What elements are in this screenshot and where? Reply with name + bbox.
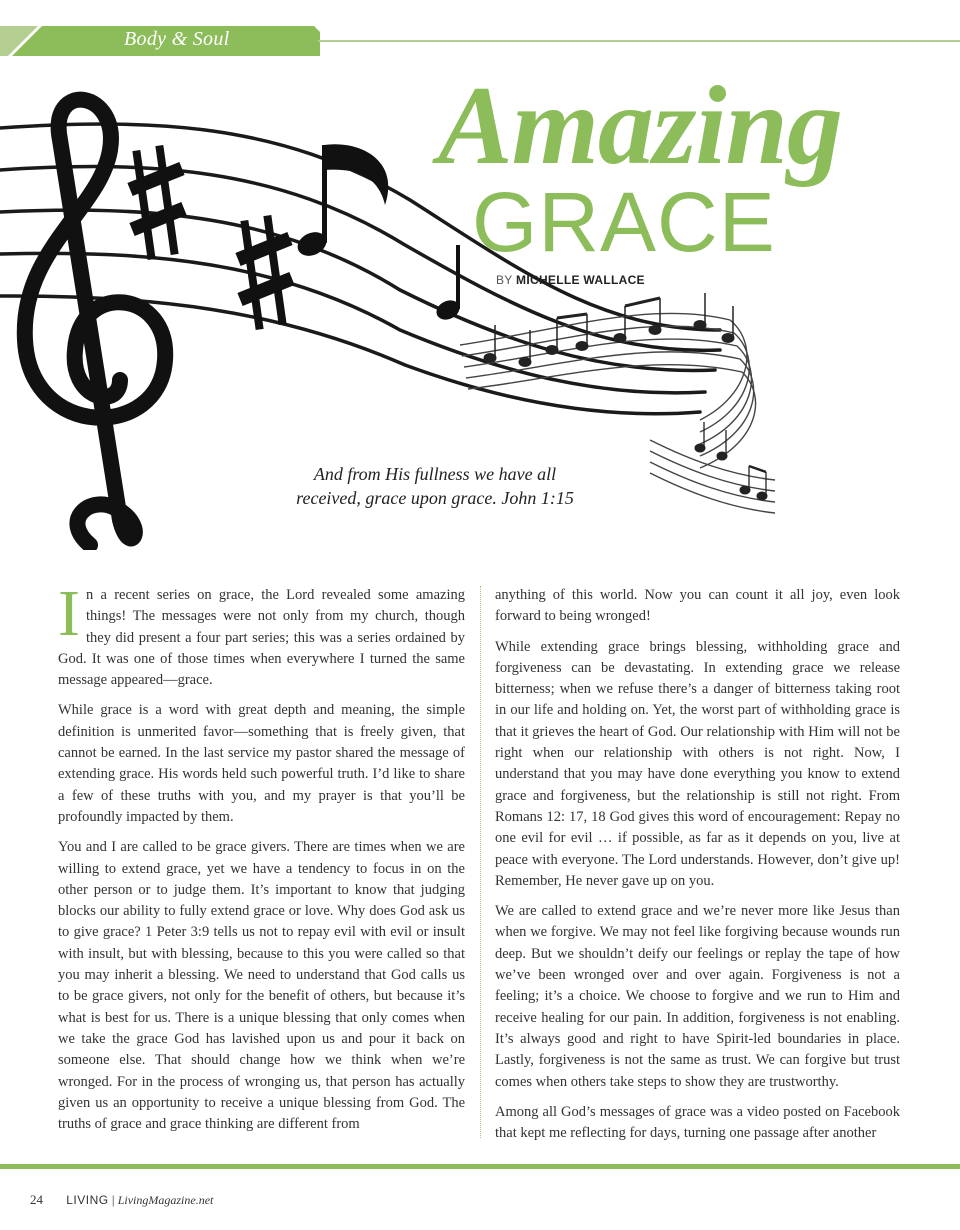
author-name: MICHELLE WALLACE: [516, 273, 645, 287]
article-column-left: [58, 577, 465, 1144]
footer-rule: [0, 1164, 960, 1169]
paragraph: [58, 577, 465, 691]
paragraph-text: n a recent series on grace, the Lord revealed some amazing things! The messages were not only from my church, though they did present a four part series; this was a series ordained by God. It was one of those times when everywhere I turned the same message appeared—grace.: [58, 587, 465, 689]
byline: [496, 273, 645, 287]
quote-line-2: received, grace upon grace. John 1:15: [296, 488, 574, 508]
footer-separator: |: [111, 1192, 115, 1207]
column-divider: [480, 586, 481, 1138]
byline-prefix: BY: [496, 273, 513, 287]
quote-line-1: And from His fullness we have all: [313, 464, 557, 484]
paragraph: anything of this world. Now you can count it all joy, even look forward to being wronged!: [495, 587, 900, 625]
magazine-brand: LIVING: [66, 1193, 109, 1207]
paragraph: While grace is a word with great depth and meaning, the simple definition is unmerited favor—something that is freely given, that cannot be earned. In the last service my pastor shared the message of extending grace. His words held such powerful truth. I’d like to share a few of these truths with you, and my prayer is that you’ll be profoundly impacted by them.: [58, 702, 465, 825]
paragraph: We are called to extend grace and we’re never more like Jesus than when we forgive. We may not feel like forgiving because wounds run deep. But we shouldn’t deify our feelings or replay the tape of how we’ve been wronged over and over again. Forgiveness is not a feeling; it’s a choice. We choose to forgive and we run to Him and receive healing for our pain. In addition, forgiveness is not enabling. It’s always good and right to have Spirit-led boundaries in place. Lastly, forgiveness is not the same as trust. We can forgive but trust comes when others take steps to show they are trustworthy.: [495, 903, 900, 1090]
website-link[interactable]: LivingMagazine.net: [117, 1193, 214, 1207]
header-rule: [318, 40, 960, 42]
article-title-line2: GRACE: [472, 175, 776, 269]
page-footer: [30, 1192, 213, 1208]
paragraph: Among all God’s messages of grace was a video posted on Facebook that kept me reflecting for days, turning one passage after another: [495, 1103, 900, 1142]
drop-cap: I: [58, 577, 80, 650]
paragraph: You and I are called to be grace givers. There are times when we are willing to extend grace, yet we have a tendency to focus in on the other person or to judge them. It’s important to know that judging blocks our ability to fully extend grace or love. Why does God ask us to give grace? 1 Peter 3:9 tells us not to repay evil with evil or insult with insult, but with blessing, because to this you were called so that you may inherit a blessing. We need to understand that God calls us to be grace givers, not only for the benefit of others, but because it’s what is best for us. There is a unique blessing that only comes when we take the grace God has lavished upon us and pour it back on someone else. That should change how we think when we’re wronged. For in the process of wronging us, that person has actually given us an opportunity to receive a unique blessing from God. The truths of grace and grace thinking are different from: [58, 839, 465, 1133]
paragraph: While extending grace brings blessing, withholding grace and forgiveness can be devastating. In extending grace we release bitterness; when we refuse there’s a danger of bitterness taking root in our life and holding on. Yet, the worst part of withholding grace is that it grieves the heart of God. Our relationship with Him will not be right when our relationship with others is not right. Now, I understand that you may have done everything you know to extend grace and forgiveness, but the relationship is still not right. From Romans 12: 17, 18 God gives this word of encouragement: Repay no one evil for evil … if possible, as far as it depends on you, live at peace with everyone. The Lord understands. However, don’t give up! Remember, He never gave up on you.: [495, 638, 900, 889]
article-title-line1: Amazing: [438, 64, 842, 188]
pull-quote: [270, 462, 600, 510]
page-number: 24: [30, 1192, 43, 1207]
section-label: Body & Soul: [124, 28, 230, 50]
article-column-right: [495, 585, 900, 1153]
